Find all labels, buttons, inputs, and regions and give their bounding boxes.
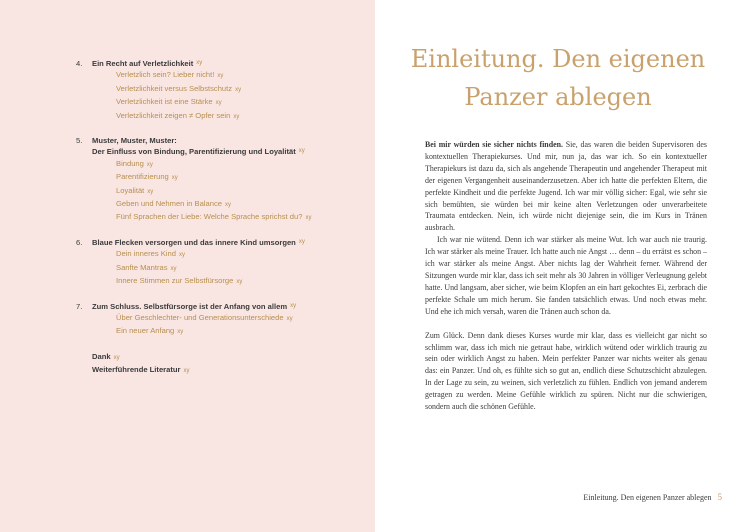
toc-page-marker: xy <box>235 86 242 93</box>
toc-section-number <box>76 146 92 157</box>
toc-backmatter-label: Dank <box>92 351 111 361</box>
toc-page-marker: xy <box>224 202 231 209</box>
paragraph-3: Zum Glück. Denn dank dieses Kurses wurde mir klar, dass es vielleicht gar nicht so schlimm war, dass ich mich nie getraut habe, wirklich wütend oder wirklich traurig zu sein oder wirklich Angst zu haben. Mein perfekter Panzer war nichts weiter als genau das: ein Panzer. Und oh, es fühlte sich so gut an, endlich diese Schutzschicht abzulegen. In der Lage zu sein, zu weinen, sich verletzlich zu fühlen. Endlich von jemand anderem getragen zu werden. Meine Gefühle wirklich zu spüren. Nicht nur die schwierigen, sondern auch die schönen Gefühle. <box>425 330 707 412</box>
toc-page-marker: xy <box>217 73 224 80</box>
toc-entry <box>76 110 366 123</box>
toc-entry <box>76 83 366 96</box>
toc-backmatter-entry <box>76 351 366 364</box>
toc-entry-label: Verletzlichkeit versus Selbstschutz <box>116 83 233 93</box>
toc-page-marker: xy <box>196 60 203 66</box>
toc-section <box>76 135 366 225</box>
toc-section-heading <box>76 135 366 146</box>
toc-section-number: 4. <box>76 59 83 68</box>
toc-section-number: 6. <box>76 237 83 247</box>
paragraph-1 <box>425 139 707 234</box>
toc-section-title: Ein Recht auf Verletzlichkeit <box>92 59 194 68</box>
toc-section <box>76 237 366 289</box>
toc-page-marker: xy <box>171 175 178 182</box>
toc-entry <box>76 185 366 198</box>
toc-section-title: Blaue Flecken versorgen und das innere Kind umsorgen <box>92 237 296 247</box>
paragraph-2: Ich war nie wütend. Denn ich war stärker als meine Wut. Ich war auch nie traurig. Ich war stärker als meine Trauer. Ich hatte auch nie Angst … denn – du errätst es schon – ich war stärker als meine Angst. Aber nichts lag der Wahrheit ferner. Während der Sitzungen wurde mir klar, dass ich seit mehr als 30 Jahren in völliger Verleugnung gelebt hatte. Und langsam, aber sicher, wie beim Klopfen an ein hart gekochtes Ei, zerbrach die perfekte Schale um mich herum. Sie fanden tatsächlich etwas. Und noch etwas mehr. Und ehe ich mich versah, waren die Tränen auch schon da. <box>425 235 707 316</box>
toc-entry-label: Fünf Sprachen der Liebe: Welche Sprache sprichst du? <box>116 212 303 222</box>
page-footer <box>583 492 722 502</box>
toc-entry <box>76 211 366 224</box>
toc-entry-label: Ein neuer Anfang <box>116 326 175 336</box>
toc-page-marker: xy <box>286 315 293 322</box>
toc-page-marker: xy <box>298 238 305 245</box>
toc-entry <box>76 325 366 338</box>
toc-section-number: 7. <box>76 301 83 311</box>
toc-section <box>76 301 366 339</box>
chapter-body <box>425 139 707 413</box>
toc-page-marker: xy <box>298 148 305 155</box>
toc-page-marker: xy <box>305 215 312 222</box>
toc-entry-label: Sanfte Mantras <box>116 262 168 272</box>
toc-entry <box>76 198 366 211</box>
toc-section-heading <box>76 237 366 248</box>
toc-entry-label: Verletzlich sein? Lieber nicht! <box>116 70 215 80</box>
toc-entry-label: Über Geschlechter- und Generationsunterschiede <box>116 312 284 322</box>
paragraph-1-text: Sie, das waren die beiden Supervisoren des kontextuellen Therapiekurses. Und mir, nun ja, das war ich. So ein kontextueller Therapiekurs ist dazu da, sich als angehende Therapeutin und angehender Therapeut mit der eigenen Vergangenheit auseinanderzusetzen. Aber ich hatte die perfekten Eltern, die perfekte Kindheit und die perfekte Jugend. Ich war mir völlig sicher: Egal, wie sehr sie sich bemühten, sie würden bei mir keine alten Verletzungen oder unverarbeitete Traumata entdecken. Nein, ich würde nicht diejenige sein, die im Kurs in Tränen ausbrach. <box>425 140 707 233</box>
toc-section-heading <box>76 146 366 157</box>
toc-entry <box>76 275 366 288</box>
toc-entry <box>76 69 366 82</box>
toc-section-heading <box>76 301 366 312</box>
running-head: Einleitung. Den eigenen Panzer ablegen <box>583 493 712 502</box>
toc-section-title: Zum Schluss. Selbstfürsorge ist der Anfang von allem <box>92 301 288 311</box>
toc-entry-label: Bindung <box>116 158 144 168</box>
toc-entry-label: Geben und Nehmen in Balance <box>116 199 222 209</box>
toc-entry-label: Innere Stimmen zur Selbstfürsorge <box>116 276 234 286</box>
toc-entry-label: Parentifizierung <box>116 172 169 182</box>
toc-entry-label: Verletzlichkeit ist eine Stärke <box>116 97 213 107</box>
chapter-title-line-2: Panzer ablegen <box>464 83 652 111</box>
toc-entry <box>76 248 366 261</box>
chapter-title-line-1: Einleitung. Den eigenen <box>410 45 706 73</box>
toc-backmatter-label: Weiterführende Literatur <box>92 365 181 375</box>
lead-sentence: Bei mir würden sie sicher nichts finden. <box>425 140 563 149</box>
toc-page-marker: xy <box>177 329 184 336</box>
toc-page-marker: xy <box>146 161 153 168</box>
toc-section-title: Muster, Muster, Muster: <box>92 136 177 146</box>
toc-entry <box>76 262 366 275</box>
toc-section-title: Der Einfluss von Bindung, Parentifizierung und Loyalität <box>92 147 296 157</box>
chapter-title <box>408 40 708 116</box>
toc-page-marker: xy <box>113 354 120 361</box>
table-of-contents <box>76 58 366 378</box>
toc-page-marker: xy <box>236 279 243 286</box>
toc-section-heading <box>76 58 366 69</box>
toc-page-marker: xy <box>233 113 240 120</box>
toc-section <box>76 58 366 123</box>
toc-entry-label: Loyalität <box>116 185 145 195</box>
toc-entry-label: Dein inneres Kind <box>116 249 176 259</box>
toc-entry-label: Verletzlichkeit zeigen ≠ Opfer sein <box>116 110 231 120</box>
toc-page-marker: xy <box>170 265 177 272</box>
toc-backmatter <box>76 351 366 378</box>
toc-page-marker: xy <box>178 252 185 259</box>
toc-entry <box>76 171 366 184</box>
page-number: 5 <box>717 492 722 502</box>
toc-section-number: 5. <box>76 136 83 146</box>
toc-entry <box>76 312 366 325</box>
toc-entry <box>76 96 366 109</box>
toc-page-marker: xy <box>183 368 190 375</box>
toc-page-marker: xy <box>147 188 154 195</box>
toc-entry <box>76 158 366 171</box>
toc-page-marker: xy <box>215 100 222 107</box>
toc-page-marker: xy <box>290 302 297 309</box>
toc-backmatter-entry <box>76 364 366 377</box>
